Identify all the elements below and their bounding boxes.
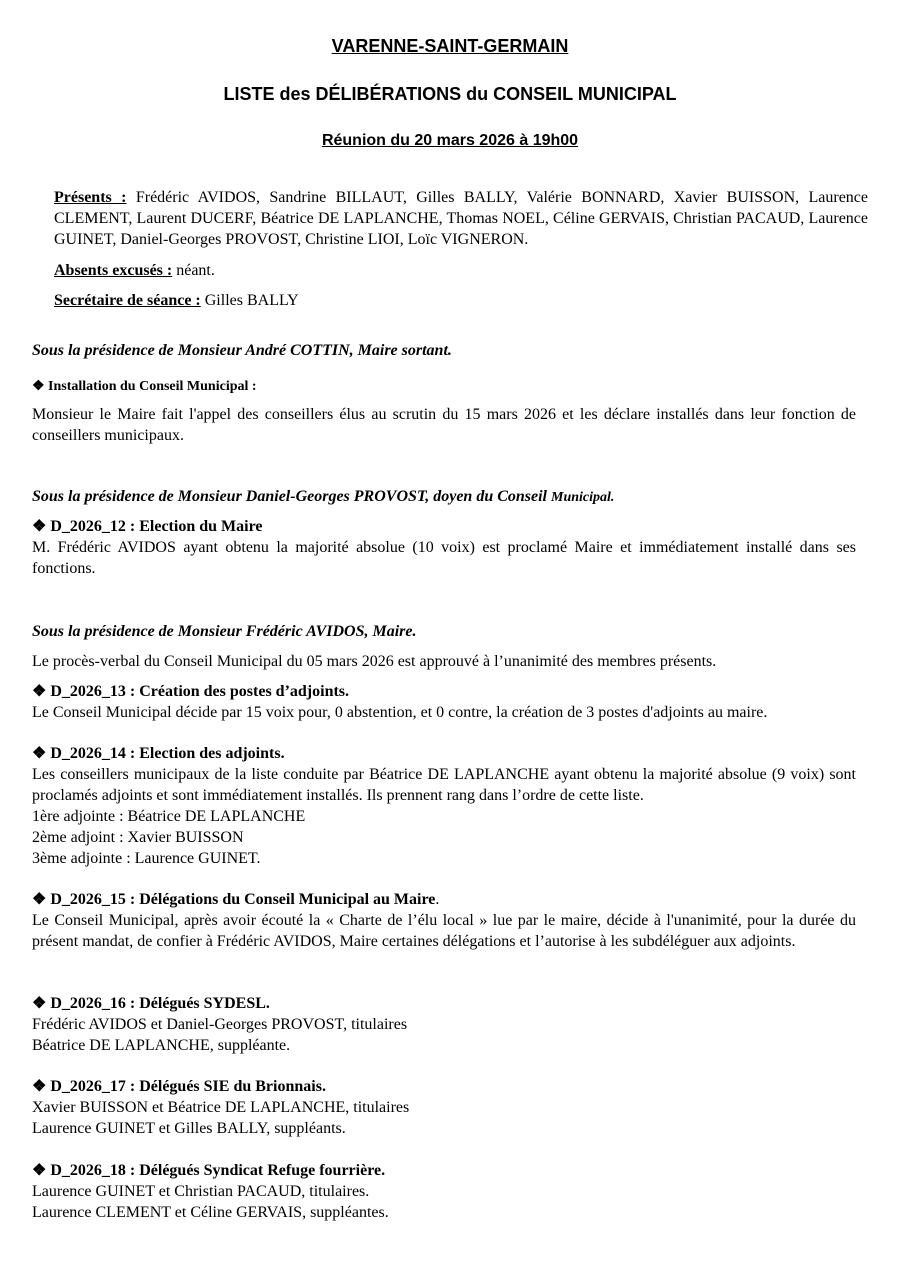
installation-text: Monsieur le Maire fait l'appel des conseillers élus au scrutin du 15 mars 2026 et les déclare installés dans leur fonction de conseillers municipaux.: [32, 406, 856, 444]
d16-titulaires: Frédéric AVIDOS et Daniel-Georges PROVOST, titulaires: [32, 1016, 408, 1033]
d13-text: Le Conseil Municipal décide par 15 voix pour, 0 abstention, et 0 contre, la création de 3 postes d'adjoints au maire.: [32, 704, 768, 721]
session-secretary: [54, 290, 868, 311]
absent-label: Absents excusés :: [54, 262, 173, 279]
secretary-value: Gilles BALLY: [200, 292, 299, 309]
d14-third-deputy: 3ème adjointe : Laurence GUINET.: [32, 850, 261, 867]
d15-text: Le Conseil Municipal, après avoir écouté la « Charte de l’élu local » lue par le maire, décide à l'unanimité, pour la durée du présent mandat, de confier à Frédéric AVIDOS, Maire certaines délégations et l’autorise à les subdéléguer aux adjoints.: [32, 912, 856, 950]
d12-text: M. Frédéric AVIDOS ayant obtenu la majorité absolue (10 voix) est proclamé Maire et immédiatement installé dans ses fonctions.: [32, 539, 856, 577]
deliberation-d13: [32, 681, 856, 723]
presidency-line-2: [32, 486, 856, 508]
d17-heading: ❖ D_2026_17 : Délégués SIE du Brionnais.: [32, 1078, 326, 1095]
meeting-date: Réunion du 20 mars 2026 à 19h00: [321, 132, 579, 149]
deliberation-d15: [32, 889, 856, 952]
presidency-2-tail: Municipal.: [551, 490, 615, 505]
d14-heading: ❖ D_2026_14 : Election des adjoints.: [32, 745, 285, 762]
secretary-label: Secrétaire de séance :: [54, 292, 201, 309]
document-title: LISTE des DÉLIBÉRATIONS du CONSEIL MUNICIPAL: [223, 84, 677, 104]
deliberation-d18: [32, 1160, 856, 1223]
d18-titulaires: Laurence GUINET et Christian PACAUD, titulaires.: [32, 1183, 370, 1200]
deliberation-d14: [32, 743, 856, 869]
deliberation-d16: [32, 993, 856, 1056]
present-members: [54, 187, 868, 250]
present-label: Présents :: [54, 189, 127, 206]
d15-heading-line: [32, 889, 856, 910]
presidency-line-1: Sous la présidence de Monsieur André COTTIN, Maire sortant.: [32, 342, 452, 359]
d14-text: Les conseillers municipaux de la liste conduite par Béatrice DE LAPLANCHE ayant obtenu la majorité absolue (9 voix) sont proclamés adjoints et sont immédiatement installés. Ils prennent rang dans l’ordre de cette liste.: [32, 766, 856, 804]
d13-heading: ❖ D_2026_13 : Création des postes d’adjoints.: [32, 683, 350, 700]
absent-value: néant.: [172, 262, 215, 279]
presidency-2-main: Sous la présidence de Monsieur Daniel-Georges PROVOST, doyen du Conseil: [32, 488, 551, 505]
d15-heading: ❖ D_2026_15 : Délégations du Conseil Municipal au Maire: [32, 891, 436, 908]
d14-second-deputy: 2ème adjoint : Xavier BUISSON: [32, 829, 244, 846]
d18-suppleants: Laurence CLEMENT et Céline GERVAIS, suppléantes.: [32, 1204, 389, 1221]
presidency-line-3: Sous la présidence de Monsieur Frédéric AVIDOS, Maire.: [32, 623, 417, 640]
d16-suppleants: Béatrice DE LAPLANCHE, suppléante.: [32, 1037, 291, 1054]
deliberation-d17: [32, 1076, 856, 1139]
d18-heading: ❖ D_2026_18 : Délégués Syndicat Refuge fourrière.: [32, 1162, 386, 1179]
d17-titulaires: Xavier BUISSON et Béatrice DE LAPLANCHE, titulaires: [32, 1099, 410, 1116]
d15-heading-tail: .: [435, 891, 440, 908]
present-names: Frédéric AVIDOS, Sandrine BILLAUT, Gilles BALLY, Valérie BONNARD, Xavier BUISSON, Laurence CLEMENT, Laurent DUCERF, Béatrice DE LAPLANCHE, Thomas NOEL, Céline GERVAIS, Christian PACAUD, Laurence GUINET, Daniel-Georges PROVOST, Christine LIOI, Loïc VIGNERON.: [54, 189, 869, 248]
absent-members: [54, 260, 868, 281]
minutes-approval: Le procès-verbal du Conseil Municipal du 05 mars 2026 est approuvé à l’unanimité des membres présents.: [32, 653, 717, 670]
d14-first-deputy: 1ère adjointe : Béatrice DE LAPLANCHE: [32, 808, 306, 825]
d12-heading: ❖ D_2026_12 : Election du Maire: [32, 518, 263, 535]
commune-title: VARENNE-SAINT-GERMAIN: [331, 36, 569, 56]
d16-heading: ❖ D_2026_16 : Délégués SYDESL.: [32, 995, 270, 1012]
d17-suppleants: Laurence GUINET et Gilles BALLY, suppléants.: [32, 1120, 346, 1137]
deliberation-d12: [32, 516, 856, 579]
installation-heading: ❖ Installation du Conseil Municipal :: [32, 379, 257, 394]
